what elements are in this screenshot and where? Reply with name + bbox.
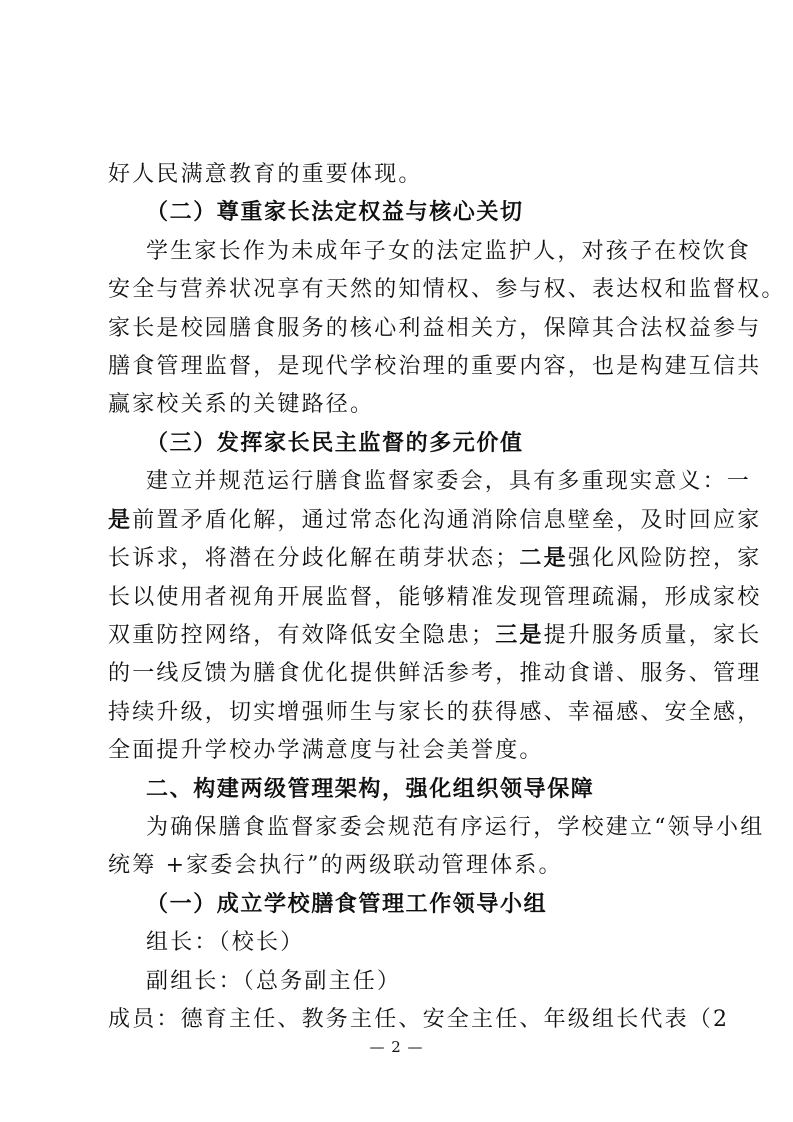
paragraph-line: 的一线反馈为膳食优化提供鲜活参考，推动食谱、服务、管理: [108, 661, 762, 686]
section-heading: （二）尊重家长法定权益与核心关切: [146, 200, 524, 225]
paragraph-text: 提升服务质量，家长: [543, 623, 762, 648]
paragraph-text: 强化风险防控，家: [567, 546, 762, 571]
paragraph-line: 安全与营养状况享有天然的知情权、参与权、表达权和监督权。: [108, 277, 786, 302]
paragraph-line: [108, 544, 761, 574]
paragraph-line: 好人民满意教育的重要体现。: [108, 162, 423, 187]
emphasis-text: 三是: [495, 623, 544, 648]
paragraph-line: [108, 506, 761, 536]
paragraph-line: 长以使用者视角开展监督，能够精准发现管理疏漏，形成家校: [108, 585, 762, 610]
paragraph-line: 家长是校园膳食服务的核心利益相关方，保障其合法权益参与: [108, 316, 762, 341]
paragraph-line: 建立并规范运行膳食监督家委会，具有多重现实意义：一: [146, 469, 752, 494]
paragraph-line: 全面提升学校办学满意度与社会美誉度。: [108, 738, 544, 763]
paragraph-line: 为确保膳食监督家委会规范有序运行，学校建立“领导小组: [146, 815, 765, 840]
section-heading: 二、构建两级管理架构，强化组织领导保障: [146, 777, 595, 802]
emphasis-text: 二是: [519, 546, 568, 571]
emphasis-text: 是: [108, 508, 133, 533]
paragraph-line: 膳食管理监督，是现代学校治理的重要内容，也是构建互信共: [108, 354, 762, 379]
paragraph-line: 副组长：（总务副主任）: [146, 969, 402, 994]
paragraph-text: 双重防控网络，有效降低安全隐患；: [108, 623, 496, 648]
paragraph-line: 统筹 +家委会执行”的两级联动管理体系。: [108, 853, 563, 878]
paragraph-line: 持续升级，切实增强师生与家长的获得感、幸福感、安全感，: [108, 700, 762, 725]
page-number: — 2 —: [369, 1038, 424, 1056]
paragraph-line: 组长：（校长）: [146, 930, 305, 955]
paragraph-line: 赢家校关系的关键路径。: [108, 392, 375, 417]
paragraph-line: [108, 621, 761, 651]
paragraph-text: 长诉求，将潜在分歧化解在萌芽状态；: [108, 546, 520, 571]
paragraph-line: 学生家长作为未成年子女的法定监护人，对孩子在校饮食: [146, 239, 752, 264]
section-heading: （三）发挥家长民主监督的多元价值: [146, 431, 524, 456]
paragraph-text: 前置矛盾化解，通过常态化沟通消除信息壁垒，及时回应家: [132, 508, 762, 533]
section-heading: （一）成立学校膳食管理工作领导小组: [146, 892, 548, 917]
paragraph-line: 成员：德育主任、教务主任、安全主任、年级组长代表（2: [108, 1007, 730, 1032]
